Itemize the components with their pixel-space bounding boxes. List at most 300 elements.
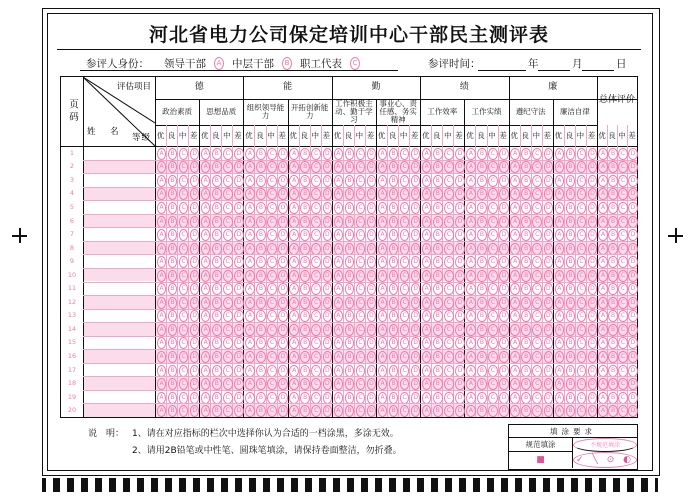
answer-bubble[interactable]: C bbox=[311, 297, 321, 309]
answer-bubble[interactable]: C bbox=[532, 310, 542, 322]
answer-bubble[interactable]: B bbox=[521, 216, 531, 228]
answer-bubble[interactable]: D bbox=[455, 324, 465, 336]
answer-bubble[interactable]: C bbox=[488, 378, 498, 390]
answer-bubble[interactable]: D bbox=[499, 188, 509, 200]
answer-bubble[interactable]: D bbox=[367, 216, 377, 228]
total-answer-bubble[interactable]: D bbox=[628, 297, 638, 309]
answer-bubble[interactable]: A bbox=[555, 148, 565, 160]
total-answer-bubble[interactable]: D bbox=[628, 324, 638, 336]
answer-bubble[interactable]: B bbox=[566, 270, 576, 282]
answer-bubble[interactable]: A bbox=[510, 202, 520, 214]
answer-bubble[interactable]: D bbox=[278, 405, 288, 417]
answer-bubble[interactable]: B bbox=[256, 161, 266, 173]
answer-bubble[interactable]: B bbox=[389, 283, 399, 295]
answer-bubble[interactable]: A bbox=[510, 229, 520, 241]
answer-bubble[interactable]: D bbox=[544, 161, 554, 173]
answer-bubble[interactable]: A bbox=[289, 297, 299, 309]
total-answer-bubble[interactable]: D bbox=[628, 229, 638, 241]
answer-bubble[interactable]: A bbox=[157, 310, 167, 322]
answer-bubble[interactable]: C bbox=[223, 270, 233, 282]
total-answer-bubble[interactable]: C bbox=[618, 283, 628, 295]
total-answer-bubble[interactable]: D bbox=[628, 202, 638, 214]
answer-bubble[interactable]: D bbox=[411, 202, 421, 214]
answer-bubble[interactable]: A bbox=[555, 297, 565, 309]
answer-bubble[interactable]: A bbox=[201, 337, 211, 349]
answer-bubble[interactable]: A bbox=[510, 337, 520, 349]
answer-bubble[interactable]: B bbox=[566, 392, 576, 404]
answer-bubble[interactable]: C bbox=[311, 310, 321, 322]
answer-bubble[interactable]: B bbox=[477, 378, 487, 390]
answer-bubble[interactable]: C bbox=[223, 392, 233, 404]
answer-bubble[interactable]: C bbox=[444, 229, 454, 241]
answer-bubble[interactable]: A bbox=[555, 256, 565, 268]
answer-bubble[interactable]: C bbox=[267, 405, 277, 417]
answer-bubble[interactable]: D bbox=[544, 283, 554, 295]
answer-bubble[interactable]: C bbox=[532, 365, 542, 377]
total-answer-bubble[interactable]: D bbox=[628, 161, 638, 173]
answer-bubble[interactable]: A bbox=[289, 337, 299, 349]
answer-bubble[interactable]: A bbox=[289, 216, 299, 228]
answer-bubble[interactable]: C bbox=[577, 202, 587, 214]
answer-bubble[interactable]: A bbox=[157, 378, 167, 390]
answer-bubble[interactable]: D bbox=[234, 188, 244, 200]
total-answer-bubble[interactable]: C bbox=[618, 202, 628, 214]
answer-bubble[interactable]: D bbox=[411, 148, 421, 160]
answer-bubble[interactable]: B bbox=[300, 270, 310, 282]
answer-bubble[interactable]: D bbox=[411, 229, 421, 241]
answer-bubble[interactable]: A bbox=[245, 405, 255, 417]
answer-bubble[interactable]: A bbox=[466, 297, 476, 309]
answer-bubble[interactable]: C bbox=[488, 337, 498, 349]
answer-bubble[interactable]: D bbox=[544, 392, 554, 404]
answer-bubble[interactable]: D bbox=[278, 270, 288, 282]
answer-bubble[interactable]: C bbox=[400, 297, 410, 309]
answer-bubble[interactable]: D bbox=[323, 324, 333, 336]
answer-bubble[interactable]: D bbox=[190, 202, 200, 214]
answer-bubble[interactable]: B bbox=[345, 365, 355, 377]
answer-bubble[interactable]: A bbox=[157, 148, 167, 160]
answer-bubble[interactable]: C bbox=[400, 351, 410, 363]
answer-bubble[interactable]: D bbox=[588, 256, 598, 268]
answer-bubble[interactable]: D bbox=[544, 365, 554, 377]
answer-bubble[interactable]: B bbox=[433, 337, 443, 349]
answer-bubble[interactable]: B bbox=[433, 392, 443, 404]
total-answer-bubble[interactable]: C bbox=[618, 297, 628, 309]
answer-bubble[interactable]: C bbox=[223, 161, 233, 173]
answer-bubble[interactable]: B bbox=[521, 256, 531, 268]
answer-bubble[interactable]: A bbox=[201, 202, 211, 214]
total-answer-bubble[interactable]: A bbox=[598, 270, 608, 282]
answer-bubble[interactable]: B bbox=[566, 365, 576, 377]
answer-bubble[interactable]: D bbox=[323, 283, 333, 295]
answer-bubble[interactable]: D bbox=[588, 216, 598, 228]
answer-bubble[interactable]: D bbox=[234, 256, 244, 268]
answer-bubble[interactable]: B bbox=[300, 243, 310, 255]
answer-bubble[interactable]: A bbox=[245, 202, 255, 214]
answer-bubble[interactable]: C bbox=[488, 216, 498, 228]
answer-bubble[interactable]: A bbox=[378, 188, 388, 200]
answer-bubble[interactable]: C bbox=[400, 216, 410, 228]
answer-bubble[interactable]: C bbox=[532, 297, 542, 309]
answer-bubble[interactable]: A bbox=[510, 405, 520, 417]
answer-bubble[interactable]: C bbox=[488, 161, 498, 173]
answer-bubble[interactable]: C bbox=[267, 297, 277, 309]
answer-bubble[interactable]: D bbox=[544, 351, 554, 363]
answer-bubble[interactable]: D bbox=[234, 351, 244, 363]
answer-bubble[interactable]: D bbox=[278, 256, 288, 268]
answer-bubble[interactable]: B bbox=[300, 283, 310, 295]
answer-bubble[interactable]: C bbox=[400, 188, 410, 200]
answer-bubble[interactable]: B bbox=[521, 405, 531, 417]
answer-bubble[interactable]: A bbox=[422, 148, 432, 160]
answer-bubble[interactable]: C bbox=[488, 148, 498, 160]
answer-bubble[interactable]: B bbox=[521, 148, 531, 160]
total-answer-bubble[interactable]: B bbox=[608, 365, 618, 377]
answer-bubble[interactable]: B bbox=[566, 229, 576, 241]
answer-bubble[interactable]: D bbox=[323, 297, 333, 309]
total-answer-bubble[interactable]: B bbox=[608, 337, 618, 349]
total-answer-bubble[interactable]: A bbox=[598, 148, 608, 160]
total-answer-bubble[interactable]: A bbox=[598, 256, 608, 268]
answer-bubble[interactable]: A bbox=[157, 283, 167, 295]
answer-bubble[interactable]: B bbox=[389, 161, 399, 173]
answer-bubble[interactable]: C bbox=[311, 202, 321, 214]
answer-bubble[interactable]: C bbox=[577, 229, 587, 241]
answer-bubble[interactable]: B bbox=[212, 297, 222, 309]
answer-bubble[interactable]: D bbox=[499, 175, 509, 187]
answer-bubble[interactable]: D bbox=[588, 229, 598, 241]
answer-bubble[interactable]: C bbox=[179, 392, 189, 404]
answer-bubble[interactable]: B bbox=[433, 229, 443, 241]
answer-bubble[interactable]: C bbox=[311, 405, 321, 417]
answer-bubble[interactable]: D bbox=[588, 405, 598, 417]
answer-bubble[interactable]: B bbox=[212, 324, 222, 336]
answer-bubble[interactable]: B bbox=[477, 392, 487, 404]
answer-bubble[interactable]: A bbox=[466, 270, 476, 282]
answer-bubble[interactable]: C bbox=[356, 351, 366, 363]
answer-bubble[interactable]: C bbox=[532, 405, 542, 417]
answer-bubble[interactable]: A bbox=[245, 351, 255, 363]
answer-bubble[interactable]: C bbox=[267, 337, 277, 349]
answer-bubble[interactable]: B bbox=[300, 202, 310, 214]
answer-bubble[interactable]: B bbox=[212, 243, 222, 255]
identity-option-staff-bubble[interactable]: C bbox=[350, 57, 360, 70]
answer-bubble[interactable]: C bbox=[311, 337, 321, 349]
answer-bubble[interactable]: A bbox=[466, 365, 476, 377]
answer-bubble[interactable]: D bbox=[544, 297, 554, 309]
answer-bubble[interactable]: D bbox=[588, 270, 598, 282]
answer-bubble[interactable]: A bbox=[555, 324, 565, 336]
answer-bubble[interactable]: C bbox=[223, 297, 233, 309]
answer-bubble[interactable]: A bbox=[289, 175, 299, 187]
answer-bubble[interactable]: B bbox=[212, 392, 222, 404]
answer-bubble[interactable]: A bbox=[466, 392, 476, 404]
answer-bubble[interactable]: B bbox=[300, 297, 310, 309]
answer-bubble[interactable]: C bbox=[223, 229, 233, 241]
answer-bubble[interactable]: D bbox=[499, 202, 509, 214]
answer-bubble[interactable]: D bbox=[411, 351, 421, 363]
answer-bubble[interactable]: A bbox=[334, 392, 344, 404]
answer-bubble[interactable]: B bbox=[300, 256, 310, 268]
total-answer-bubble[interactable]: B bbox=[608, 405, 618, 417]
identity-option-leader-bubble[interactable]: A bbox=[214, 57, 224, 70]
answer-bubble[interactable]: C bbox=[179, 175, 189, 187]
answer-bubble[interactable]: D bbox=[544, 243, 554, 255]
answer-bubble[interactable]: A bbox=[466, 310, 476, 322]
answer-bubble[interactable]: B bbox=[389, 310, 399, 322]
answer-bubble[interactable]: C bbox=[400, 283, 410, 295]
answer-bubble[interactable]: A bbox=[510, 188, 520, 200]
answer-bubble[interactable]: A bbox=[422, 283, 432, 295]
answer-bubble[interactable]: D bbox=[455, 337, 465, 349]
total-answer-bubble[interactable]: C bbox=[618, 351, 628, 363]
answer-bubble[interactable]: A bbox=[510, 324, 520, 336]
answer-bubble[interactable]: A bbox=[334, 270, 344, 282]
answer-bubble[interactable]: A bbox=[245, 243, 255, 255]
answer-bubble[interactable]: A bbox=[422, 392, 432, 404]
answer-bubble[interactable]: A bbox=[289, 243, 299, 255]
answer-bubble[interactable]: C bbox=[311, 229, 321, 241]
answer-bubble[interactable]: C bbox=[311, 324, 321, 336]
answer-bubble[interactable]: A bbox=[466, 378, 476, 390]
answer-bubble[interactable]: A bbox=[510, 175, 520, 187]
total-answer-bubble[interactable]: B bbox=[608, 378, 618, 390]
answer-bubble[interactable]: B bbox=[433, 243, 443, 255]
answer-bubble[interactable]: D bbox=[544, 229, 554, 241]
answer-bubble[interactable]: A bbox=[378, 324, 388, 336]
answer-bubble[interactable]: B bbox=[345, 161, 355, 173]
answer-bubble[interactable]: C bbox=[356, 324, 366, 336]
answer-bubble[interactable]: C bbox=[179, 202, 189, 214]
answer-bubble[interactable]: B bbox=[433, 270, 443, 282]
answer-bubble[interactable]: D bbox=[455, 148, 465, 160]
answer-bubble[interactable]: B bbox=[521, 297, 531, 309]
answer-bubble[interactable]: B bbox=[433, 310, 443, 322]
answer-bubble[interactable]: C bbox=[356, 175, 366, 187]
answer-bubble[interactable]: B bbox=[345, 216, 355, 228]
answer-bubble[interactable]: D bbox=[588, 392, 598, 404]
answer-bubble[interactable]: A bbox=[201, 378, 211, 390]
answer-bubble[interactable]: C bbox=[577, 351, 587, 363]
answer-bubble[interactable]: C bbox=[532, 256, 542, 268]
answer-bubble[interactable]: D bbox=[278, 392, 288, 404]
answer-bubble[interactable]: A bbox=[555, 202, 565, 214]
answer-bubble[interactable]: A bbox=[201, 324, 211, 336]
answer-bubble[interactable]: A bbox=[510, 310, 520, 322]
answer-bubble[interactable]: C bbox=[488, 188, 498, 200]
answer-bubble[interactable]: B bbox=[256, 270, 266, 282]
answer-bubble[interactable]: D bbox=[499, 310, 509, 322]
answer-bubble[interactable]: D bbox=[190, 365, 200, 377]
answer-bubble[interactable]: B bbox=[168, 337, 178, 349]
answer-bubble[interactable]: A bbox=[289, 148, 299, 160]
answer-bubble[interactable]: D bbox=[588, 337, 598, 349]
answer-bubble[interactable]: D bbox=[278, 324, 288, 336]
answer-bubble[interactable]: A bbox=[378, 161, 388, 173]
answer-bubble[interactable]: C bbox=[356, 378, 366, 390]
total-answer-bubble[interactable]: C bbox=[618, 256, 628, 268]
answer-bubble[interactable]: C bbox=[356, 188, 366, 200]
answer-bubble[interactable]: D bbox=[499, 324, 509, 336]
answer-bubble[interactable]: D bbox=[588, 283, 598, 295]
answer-bubble[interactable]: B bbox=[300, 324, 310, 336]
total-answer-bubble[interactable]: B bbox=[608, 324, 618, 336]
answer-bubble[interactable]: A bbox=[334, 378, 344, 390]
answer-bubble[interactable]: C bbox=[400, 161, 410, 173]
answer-bubble[interactable]: B bbox=[477, 324, 487, 336]
answer-bubble[interactable]: A bbox=[201, 148, 211, 160]
answer-bubble[interactable]: C bbox=[179, 216, 189, 228]
answer-bubble[interactable]: C bbox=[223, 256, 233, 268]
answer-bubble[interactable]: D bbox=[588, 175, 598, 187]
answer-bubble[interactable]: C bbox=[532, 270, 542, 282]
answer-bubble[interactable]: A bbox=[466, 337, 476, 349]
answer-bubble[interactable]: A bbox=[245, 270, 255, 282]
answer-bubble[interactable]: A bbox=[422, 337, 432, 349]
answer-bubble[interactable]: A bbox=[201, 283, 211, 295]
answer-bubble[interactable]: B bbox=[566, 283, 576, 295]
answer-bubble[interactable]: D bbox=[367, 202, 377, 214]
answer-bubble[interactable]: A bbox=[555, 365, 565, 377]
answer-bubble[interactable]: D bbox=[367, 337, 377, 349]
answer-bubble[interactable]: D bbox=[499, 256, 509, 268]
answer-bubble[interactable]: D bbox=[234, 365, 244, 377]
answer-bubble[interactable]: A bbox=[466, 256, 476, 268]
answer-bubble[interactable]: B bbox=[345, 297, 355, 309]
answer-bubble[interactable]: B bbox=[345, 337, 355, 349]
total-answer-bubble[interactable]: B bbox=[608, 392, 618, 404]
answer-bubble[interactable]: A bbox=[555, 216, 565, 228]
answer-bubble[interactable]: D bbox=[455, 175, 465, 187]
answer-bubble[interactable]: D bbox=[190, 337, 200, 349]
answer-bubble[interactable]: C bbox=[267, 175, 277, 187]
answer-bubble[interactable]: D bbox=[455, 365, 465, 377]
answer-bubble[interactable]: C bbox=[400, 337, 410, 349]
answer-bubble[interactable]: D bbox=[544, 188, 554, 200]
total-answer-bubble[interactable]: D bbox=[628, 310, 638, 322]
answer-bubble[interactable]: A bbox=[378, 270, 388, 282]
total-answer-bubble[interactable]: C bbox=[618, 337, 628, 349]
answer-bubble[interactable]: A bbox=[289, 202, 299, 214]
answer-bubble[interactable]: A bbox=[466, 324, 476, 336]
answer-bubble[interactable]: D bbox=[455, 283, 465, 295]
answer-bubble[interactable]: D bbox=[499, 297, 509, 309]
total-answer-bubble[interactable]: C bbox=[618, 365, 628, 377]
answer-bubble[interactable]: B bbox=[300, 365, 310, 377]
answer-bubble[interactable]: D bbox=[190, 297, 200, 309]
answer-bubble[interactable]: B bbox=[389, 243, 399, 255]
answer-bubble[interactable]: D bbox=[278, 202, 288, 214]
answer-bubble[interactable]: A bbox=[466, 283, 476, 295]
answer-bubble[interactable]: C bbox=[577, 392, 587, 404]
answer-bubble[interactable]: A bbox=[466, 148, 476, 160]
answer-bubble[interactable]: C bbox=[400, 243, 410, 255]
answer-bubble[interactable]: D bbox=[234, 405, 244, 417]
answer-bubble[interactable]: A bbox=[201, 392, 211, 404]
answer-bubble[interactable]: C bbox=[223, 188, 233, 200]
answer-bubble[interactable]: D bbox=[499, 337, 509, 349]
answer-bubble[interactable]: B bbox=[477, 297, 487, 309]
total-answer-bubble[interactable]: D bbox=[628, 175, 638, 187]
total-answer-bubble[interactable]: A bbox=[598, 216, 608, 228]
answer-bubble[interactable]: D bbox=[367, 351, 377, 363]
answer-bubble[interactable]: D bbox=[367, 243, 377, 255]
answer-bubble[interactable]: D bbox=[455, 310, 465, 322]
answer-bubble[interactable]: C bbox=[400, 202, 410, 214]
answer-bubble[interactable]: A bbox=[245, 365, 255, 377]
answer-bubble[interactable]: B bbox=[433, 365, 443, 377]
answer-bubble[interactable]: C bbox=[267, 243, 277, 255]
answer-bubble[interactable]: B bbox=[345, 324, 355, 336]
answer-bubble[interactable]: C bbox=[488, 324, 498, 336]
answer-bubble[interactable]: C bbox=[179, 188, 189, 200]
answer-bubble[interactable]: C bbox=[223, 216, 233, 228]
answer-bubble[interactable]: A bbox=[466, 161, 476, 173]
total-answer-bubble[interactable]: A bbox=[598, 175, 608, 187]
answer-bubble[interactable]: B bbox=[168, 297, 178, 309]
answer-bubble[interactable]: C bbox=[577, 324, 587, 336]
answer-bubble[interactable]: A bbox=[555, 188, 565, 200]
answer-bubble[interactable]: D bbox=[234, 310, 244, 322]
answer-bubble[interactable]: D bbox=[588, 148, 598, 160]
total-answer-bubble[interactable]: B bbox=[608, 161, 618, 173]
answer-bubble[interactable]: A bbox=[289, 324, 299, 336]
answer-bubble[interactable]: B bbox=[433, 297, 443, 309]
total-answer-bubble[interactable]: D bbox=[628, 216, 638, 228]
answer-bubble[interactable]: B bbox=[212, 175, 222, 187]
answer-bubble[interactable]: B bbox=[566, 256, 576, 268]
total-answer-bubble[interactable]: C bbox=[618, 229, 628, 241]
answer-bubble[interactable]: D bbox=[323, 392, 333, 404]
answer-bubble[interactable]: C bbox=[400, 365, 410, 377]
answer-bubble[interactable]: C bbox=[267, 256, 277, 268]
answer-bubble[interactable]: A bbox=[510, 351, 520, 363]
answer-bubble[interactable]: C bbox=[444, 270, 454, 282]
answer-bubble[interactable]: D bbox=[455, 270, 465, 282]
answer-bubble[interactable]: D bbox=[190, 175, 200, 187]
answer-bubble[interactable]: B bbox=[389, 405, 399, 417]
answer-bubble[interactable]: A bbox=[378, 405, 388, 417]
answer-bubble[interactable]: D bbox=[588, 310, 598, 322]
answer-bubble[interactable]: A bbox=[510, 243, 520, 255]
answer-bubble[interactable]: D bbox=[367, 148, 377, 160]
total-answer-bubble[interactable]: A bbox=[598, 202, 608, 214]
answer-bubble[interactable]: B bbox=[300, 216, 310, 228]
answer-bubble[interactable]: B bbox=[345, 188, 355, 200]
answer-bubble[interactable]: A bbox=[157, 405, 167, 417]
answer-bubble[interactable]: A bbox=[334, 405, 344, 417]
answer-bubble[interactable]: D bbox=[544, 378, 554, 390]
total-answer-bubble[interactable]: B bbox=[608, 297, 618, 309]
total-answer-bubble[interactable]: A bbox=[598, 337, 608, 349]
answer-bubble[interactable]: B bbox=[477, 405, 487, 417]
answer-bubble[interactable]: B bbox=[433, 175, 443, 187]
answer-bubble[interactable]: B bbox=[345, 283, 355, 295]
answer-bubble[interactable]: C bbox=[577, 270, 587, 282]
answer-bubble[interactable]: B bbox=[477, 175, 487, 187]
answer-bubble[interactable]: B bbox=[256, 175, 266, 187]
answer-bubble[interactable]: D bbox=[588, 324, 598, 336]
answer-bubble[interactable]: B bbox=[212, 337, 222, 349]
answer-bubble[interactable]: A bbox=[555, 351, 565, 363]
answer-bubble[interactable]: A bbox=[245, 161, 255, 173]
answer-bubble[interactable]: C bbox=[532, 324, 542, 336]
answer-bubble[interactable]: C bbox=[267, 378, 277, 390]
total-answer-bubble[interactable]: B bbox=[608, 270, 618, 282]
answer-bubble[interactable]: A bbox=[157, 324, 167, 336]
answer-bubble[interactable]: D bbox=[278, 216, 288, 228]
answer-bubble[interactable]: C bbox=[267, 365, 277, 377]
